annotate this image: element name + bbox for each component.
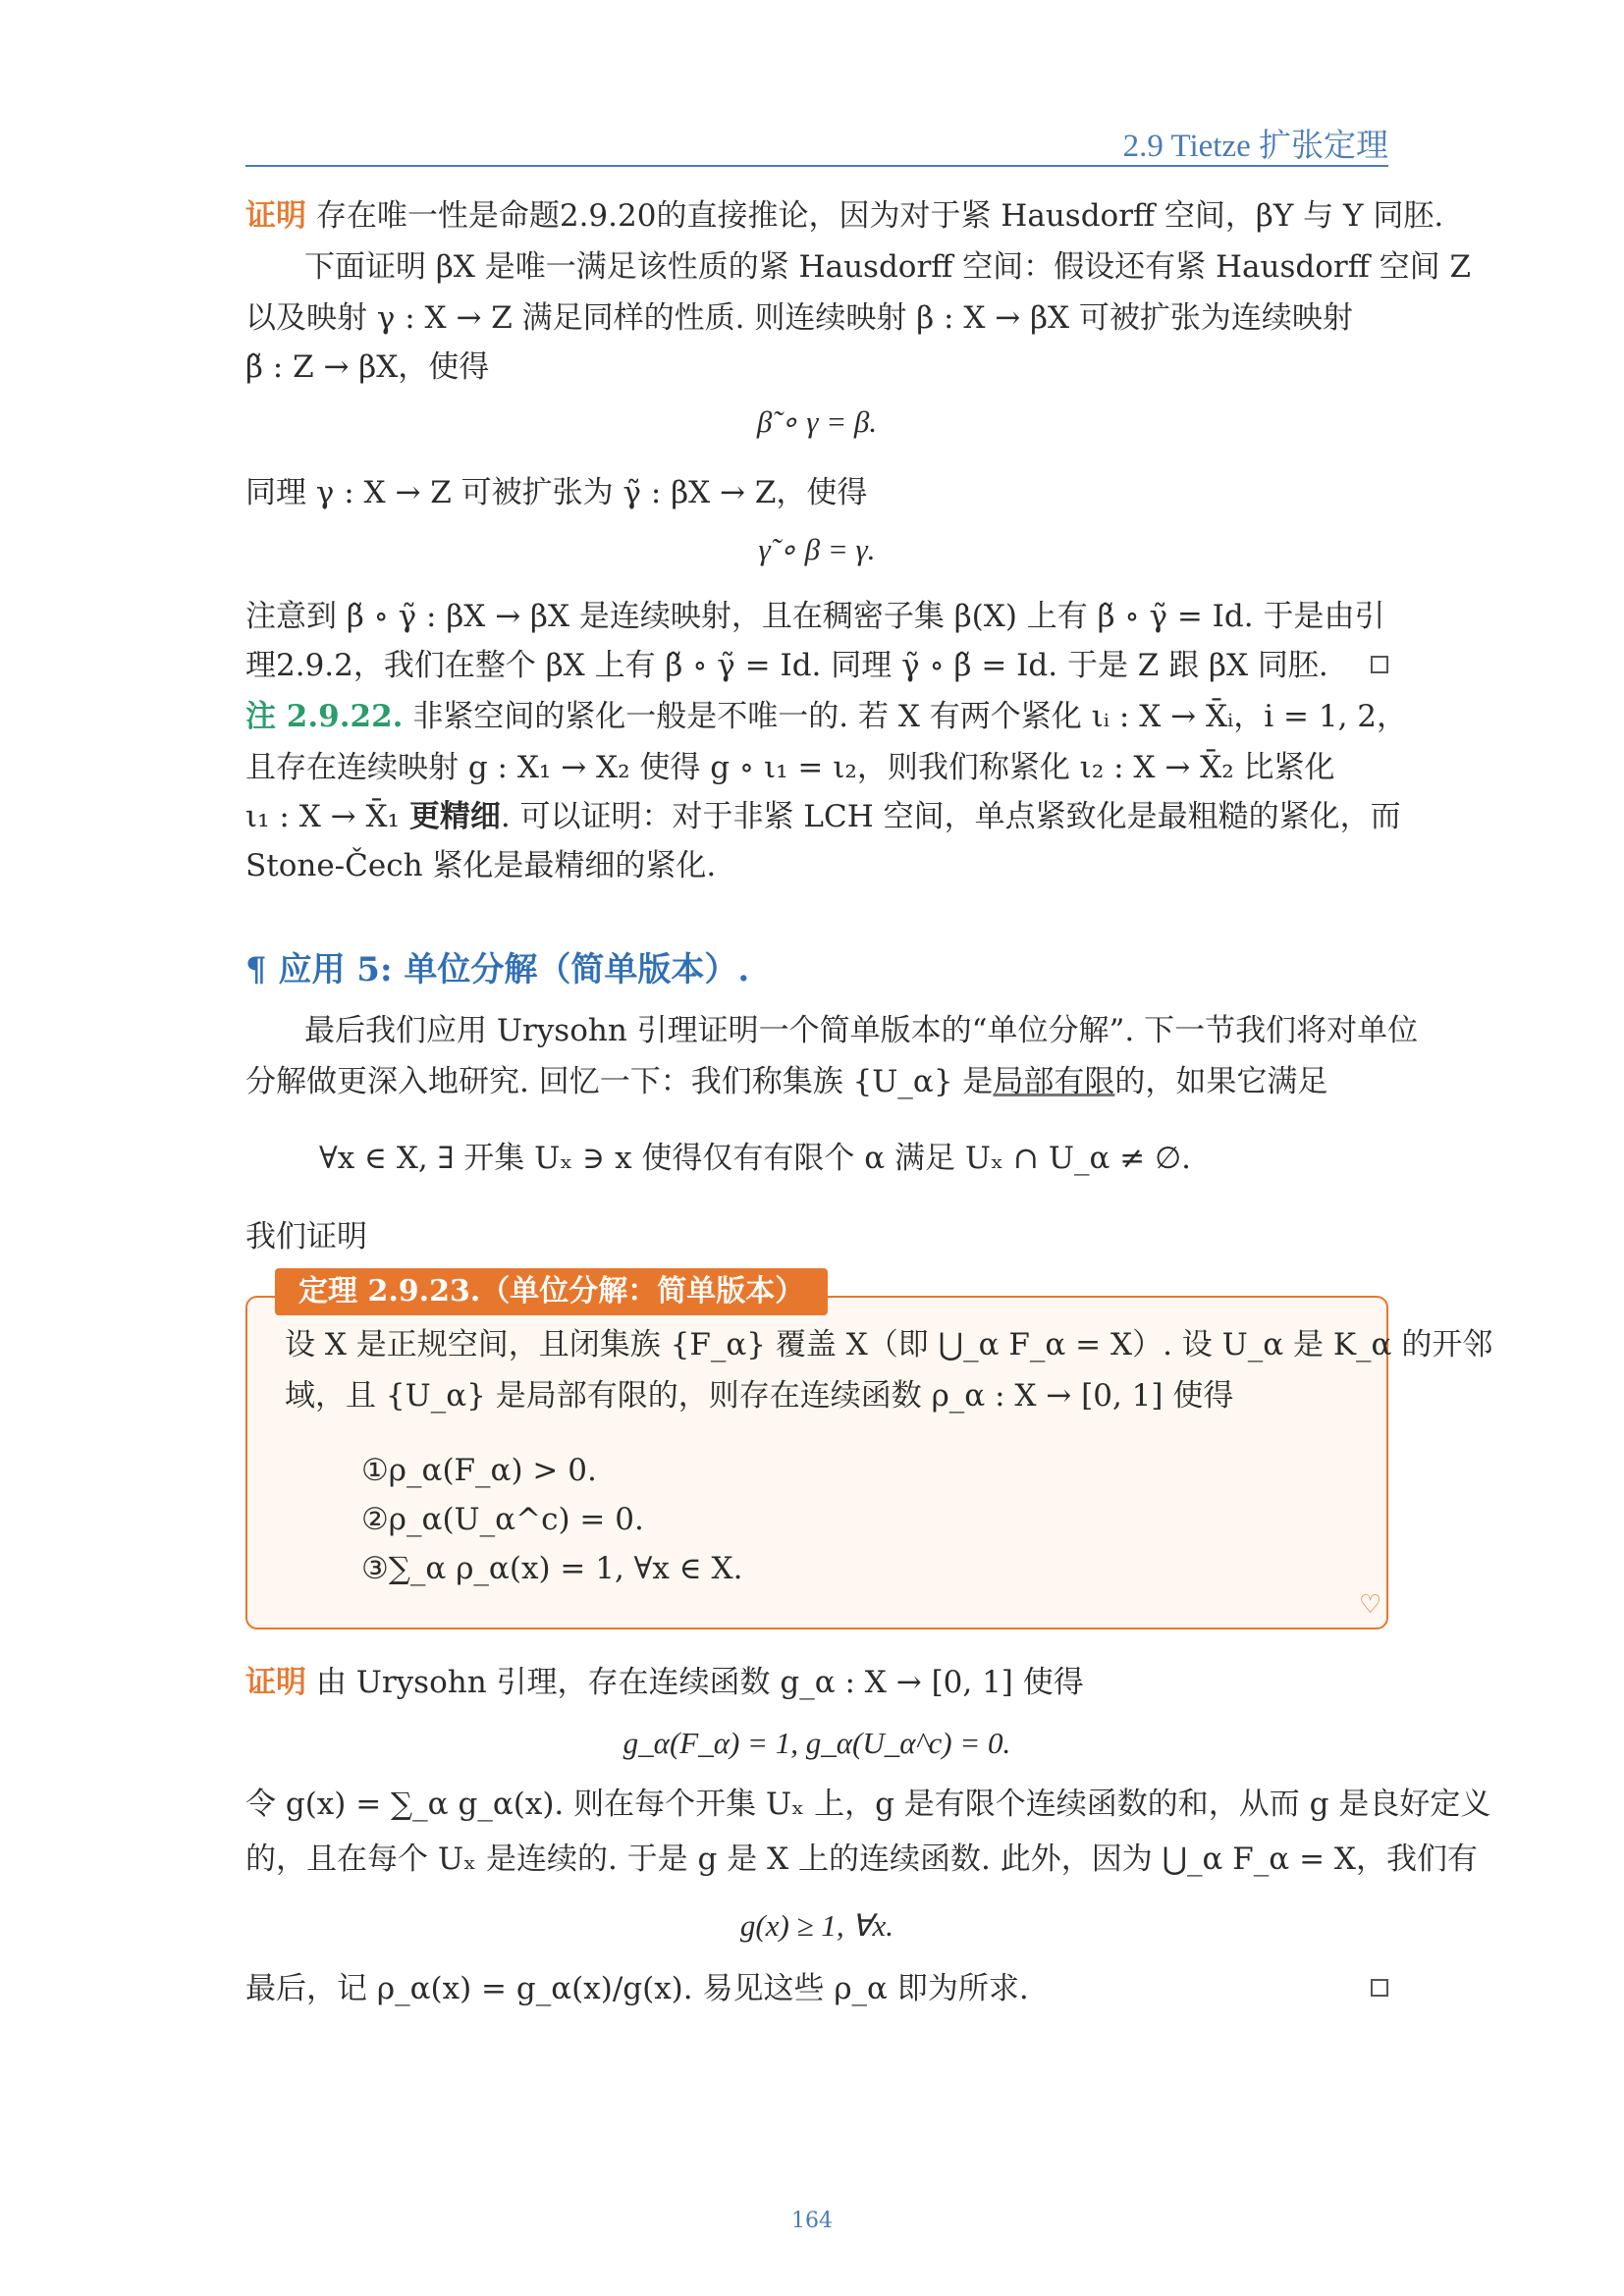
note-line1 [245,697,1408,736]
note-line4: Stone-Čech 紧化是最精细的紧化. [245,848,717,883]
qed-square [1371,656,1388,673]
header-rule [245,165,1388,167]
section-title: ¶ 应用 5: 单位分解（简单版本）. [245,950,750,989]
qed-square-2 [1371,1979,1388,1997]
note-label: 注 2.9.22. [245,699,404,734]
note-line2: 且存在连续映射 g : X₁ → X₂ 使得 g ∘ ι₁ = ι₂，则我们称紧化 ι₂ : X → X̄₂ 比紧化 [245,750,1335,785]
intro-line3: 我们证明 [245,1219,367,1255]
proof1-line6: 注意到 β̃ ∘ γ̃ : βX → βX 是连续映射，且在稠密子集 β(X) 上有 β̃ ∘ γ̃ = Id. 于是由引 [245,599,1385,634]
proof1-text1: 存在唯一性是命题2.9.20的直接推论，因为对于紧 Hausdorff 空间，βY 与 Y 同胚. [315,198,1444,234]
proof1-line2: 下面证明 βX 是唯一满足该性质的紧 Hausdorff 空间：假设还有紧 Hausdorff 空间 Z [304,249,1471,285]
proof2-text1: 由 Urysohn 引理，存在连续函数 g_α : X → [0, 1] 使得 [315,1665,1084,1700]
proof2-label: 证明 [245,1665,306,1700]
note-text3a: ι₁ : X → X̄₁ [245,799,400,834]
proof2-equation1: g_α(F_α) = 1, g_α(U_α^c) = 0. [623,1726,1011,1760]
proof1-line4: β̃ : Z → βX，使得 [245,349,490,385]
note-line3 [245,797,1401,836]
note-text3c: . 可以证明：对于非紧 LCH 空间，单点紧致化是最粗糙的紧化，而 [500,799,1401,834]
intro-text2a: 分解做更深入地研究. 回忆一下：我们称集族 {U_α} 是 [245,1064,994,1099]
proof2-line2: 令 g(x) = ∑_α g_α(x). 则在每个开集 Uₓ 上，g 是有限个连续函数的和，从而 g 是良好定义 [245,1787,1491,1822]
intro-line1: 最后我们应用 Urysohn 引理证明一个简单版本的“单位分解”. 下一节我们将对单位 [304,1013,1419,1048]
proof2-equation2: g(x) ≥ 1, ∀x. [739,1908,894,1943]
equation-2: γ̃ ∘ β = γ. [758,532,876,566]
intro-equation: ∀x ∈ X, ∃ 开集 Uₓ ∋ x 使得仅有有限个 α 满足 Uₓ ∩ U_α ≠ ∅. [319,1141,1191,1176]
proof1-line1 [245,196,1444,236]
theorem-line1: 设 X 是正规空间，且闭集族 {F_α} 覆盖 X（即 ⋃_α F_α = X）. 设 U_α 是 K_α 的开邻 [285,1327,1493,1362]
theorem-item1: ①ρ_α(F_α) > 0. [361,1453,597,1488]
proof-label: 证明 [245,198,306,234]
theorem-line2: 域，且 {U_α} 是局部有限的，则存在连续函数 ρ_α : X → [0, 1] 使得 [285,1378,1234,1414]
theorem-tab: 定理 2.9.23.（单位分解：简单版本） [275,1268,828,1315]
proof2-line1 [245,1663,1388,1702]
intro-emphasis: 局部有限 [993,1064,1115,1099]
proof1-line5: 同理 γ : X → Z 可被扩张为 γ̃ : βX → Z，使得 [245,475,868,510]
note-text1: 非紧空间的紧化一般是不唯一的. 若 X 有两个紧化 ιᵢ : X → X̄ᵢ，i = 1, 2， [412,699,1408,734]
theorem-item2: ②ρ_α(U_α^c) = 0. [361,1502,644,1537]
page-number: 164 [791,2209,833,2233]
equation-1: β̃ ∘ γ = β. [756,404,878,439]
proof2-line4: 最后，记 ρ_α(x) = g_α(x)/g(x). 易见这些 ρ_α 即为所求. [245,1971,1029,2006]
heart-icon: ♡ [1359,1590,1382,1620]
proof1-line7: 理2.9.2，我们在整个 βX 上有 β̃ ∘ γ̃ = Id. 同理 γ̃ ∘ β̃ = Id. 于是 Z 跟 βX 同胚. [245,648,1328,683]
note-emphasis: 更精细 [408,799,501,834]
intro-text2c: 的，如果它满足 [1114,1064,1328,1099]
proof1-line3: 以及映射 γ : X → Z 满足同样的性质. 则连续映射 β : X → βX 可被扩张为连续映射 [245,300,1353,336]
proof2-line3: 的，且在每个 Uₓ 是连续的. 于是 g 是 X 上的连续函数. 此外，因为 ⋃_α F_α = X，我们有 [245,1842,1478,1877]
theorem-item3: ③∑_α ρ_α(x) = 1, ∀x ∈ X. [361,1551,743,1586]
intro-line2 [245,1062,1388,1101]
running-header: 2.9 Tietze 扩张定理 [1122,129,1388,164]
